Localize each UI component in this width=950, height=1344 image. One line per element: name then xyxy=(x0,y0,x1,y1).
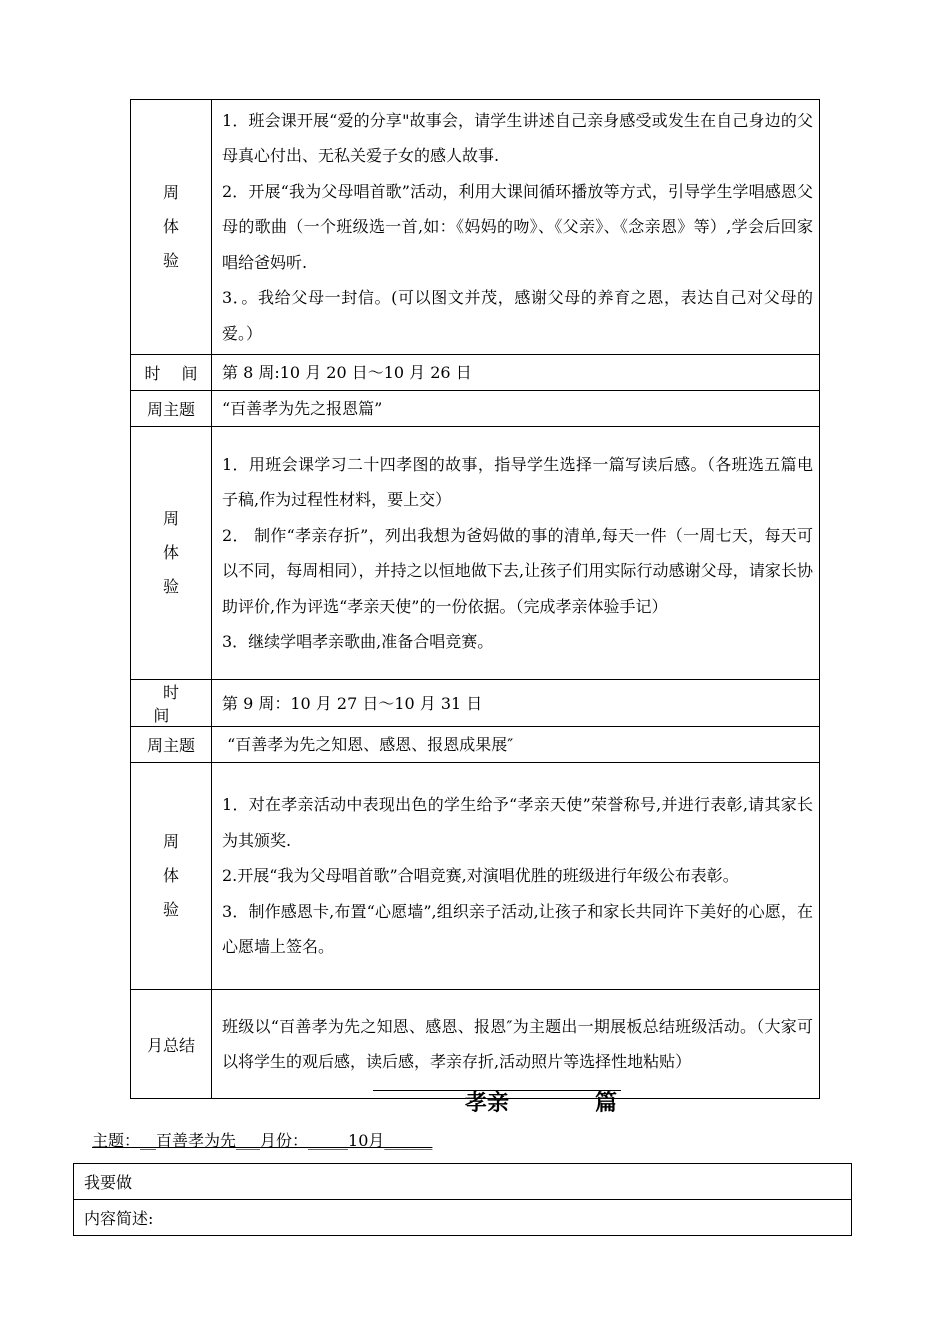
week7-experience-label: 周 体 验 xyxy=(131,100,212,355)
week9-experience-label: 周 体 验 xyxy=(131,763,212,990)
week8-time-label: 时 间 xyxy=(131,355,212,391)
section-title xyxy=(373,1090,621,1116)
week8-item-3: 3．继续学唱孝亲歌曲,准备合唱竞赛。 xyxy=(222,632,494,651)
summary-label: 月总结 xyxy=(131,990,212,1099)
week7-experience-content xyxy=(212,100,820,355)
week8-time-value: 第 8 周:10 月 20 日～10 月 26 日 xyxy=(212,355,820,391)
week8-experience-label: 周 体 验 xyxy=(131,427,212,680)
todo-cell: 我要做 xyxy=(74,1164,852,1200)
week7-item-1: 1．班会课开展“爱的分享"故事会，请学生讲述自己亲身感受或发生在自己身边的父母真心付出、无私关爱子女的感人故事. xyxy=(222,110,813,166)
month-label: 月份： xyxy=(260,1131,309,1150)
week7-experience-row xyxy=(131,100,820,355)
week9-time-row xyxy=(131,680,820,727)
week9-item-3: 3．制作感恩卡,布置“心愿墙”,组织亲子活动,让孩子和家长共同许下美好的心愿，在心愿墙上签名。 xyxy=(222,901,813,957)
week9-experience-row xyxy=(131,763,820,990)
week9-theme-label: 周主题 xyxy=(131,727,212,763)
week8-item-1: 1．用班会课学习二十四孝图的故事，指导学生选择一篇写读后感。（各班选五篇电子稿,作为过程性材料，要上交） xyxy=(222,454,813,509)
section-title-suffix: 篇 xyxy=(595,1091,618,1116)
week7-item-2: 2．开展“我为父母唱首歌”活动，利用大课间循环播放等方式，引导学生学唱感恩父母的歌曲（一个班级选一首,如：《妈妈的吻》、《父亲》、《念亲恩》等）,学会后回家唱给爸妈听. xyxy=(222,181,813,272)
summary-content xyxy=(212,990,820,1099)
week8-theme-row xyxy=(131,391,820,427)
summary-row xyxy=(131,990,820,1099)
week8-experience-content xyxy=(212,427,820,680)
week8-experience-row xyxy=(131,427,820,680)
theme-value: __百善孝为先___ xyxy=(140,1131,261,1150)
week9-item-2: 2.开展“我为父母唱首歌”合唱竞赛,对演唱优胜的班级进行年级公布表彰。 xyxy=(222,866,739,886)
activity-plan-table xyxy=(130,99,820,1099)
theme-month-line xyxy=(92,1130,432,1152)
summary-text: 班级以“百善孝为先之知恩、感恩、报恩″为主题出一期展板总结班级活动。（大家可以将学生的观后感，读后感，孝亲存折,活动照片等选择性地粘贴） xyxy=(222,1016,813,1071)
week9-item-1: 1．对在孝亲活动中表现出色的学生给予“孝亲天使”荣誉称号,并进行表彰,请其家长为其颁奖. xyxy=(222,795,813,850)
week8-theme-label: 周主题 xyxy=(131,391,212,427)
summary-brief-cell: 内容简述: xyxy=(74,1200,852,1236)
todo-row xyxy=(74,1164,852,1200)
theme-label: 主题： xyxy=(92,1131,141,1150)
week9-time-value: 第 9 周：10 月 27 日～10 月 31 日 xyxy=(212,680,820,727)
todo-table xyxy=(73,1163,852,1236)
week8-item-2: 2． 制作“孝亲存折”，列出我想为爸妈做的事的清单,每天一件（一周七天，每天可以不同，每周相同），并持之以恒地做下去,让孩子们用实际行动感谢父母，请家长协助评价,作为评选“孝亲天使”的一份依据。（完成孝亲体验手记） xyxy=(222,525,813,616)
section-title-word: 孝亲 xyxy=(465,1091,510,1116)
month-value: _____10月______ xyxy=(308,1131,433,1150)
week9-experience-content xyxy=(212,763,820,990)
week9-theme-row xyxy=(131,727,820,763)
week9-time-label: 时 间 xyxy=(131,680,212,727)
week9-theme-value: “百善孝为先之知恩、感恩、报恩成果展″ xyxy=(212,727,820,763)
week7-item-3: 3．。我给父母一封信。(可以图文并茂，感谢父母的养育之恩，表达自己对父母的爱。） xyxy=(222,288,813,343)
summary-brief-row xyxy=(74,1200,852,1236)
week8-time-row xyxy=(131,355,820,391)
week8-theme-value: “百善孝为先之报恩篇” xyxy=(212,391,820,427)
